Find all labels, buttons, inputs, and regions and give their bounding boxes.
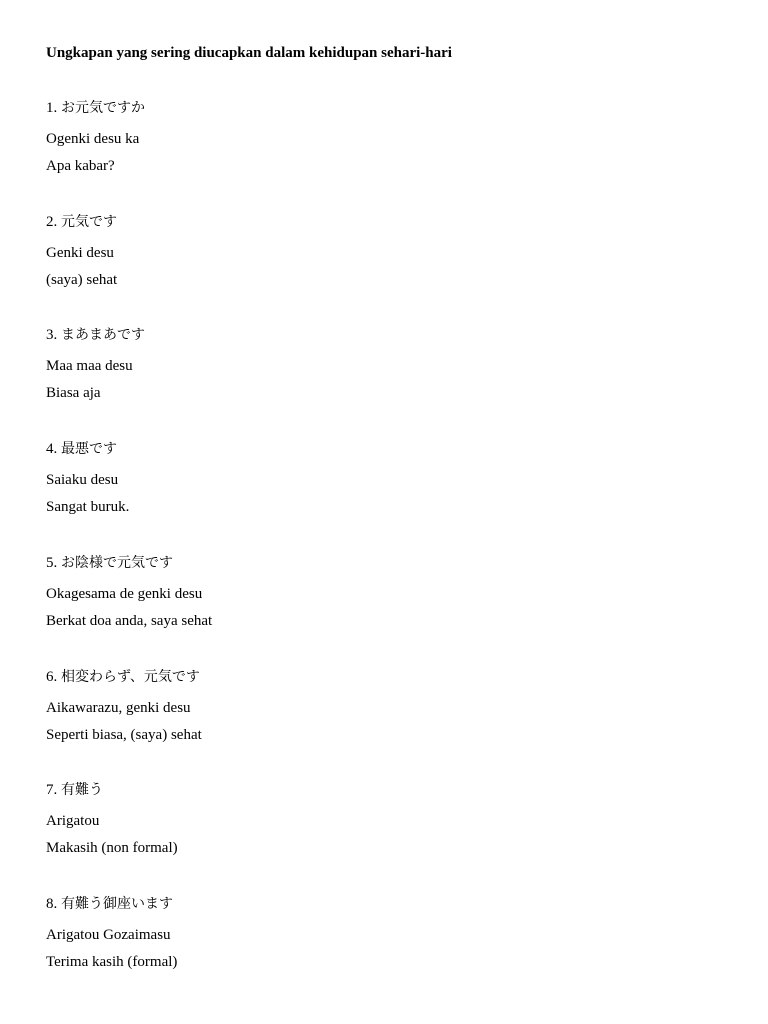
phrase-number: 5.	[46, 555, 58, 571]
phrase-number: 3.	[46, 327, 58, 343]
phrase-number: 4.	[46, 441, 58, 457]
phrase-heading	[46, 553, 173, 573]
phrase-heading	[46, 325, 145, 345]
phrase-japanese: お元気ですか	[61, 100, 145, 116]
phrase-meaning: Apa kabar?	[46, 158, 115, 174]
phrase-meaning: Makasih (non formal)	[46, 840, 178, 856]
phrase-romaji: Genki desu	[46, 245, 114, 261]
phrase-heading	[46, 439, 117, 459]
phrase-number: 2.	[46, 214, 58, 230]
phrase-number: 6.	[46, 669, 58, 685]
phrase-japanese: お陰様で元気です	[61, 555, 173, 571]
phrase-romaji: Arigatou	[46, 813, 100, 829]
phrase-japanese: 元気です	[61, 214, 117, 230]
document-title: Ungkapan yang sering diucapkan dalam kehidupan sehari-hari	[46, 45, 452, 61]
phrase-heading	[46, 212, 117, 232]
phrase-romaji: Maa maa desu	[46, 358, 133, 374]
phrase-heading	[46, 780, 103, 800]
phrase-japanese: 相変わらず、元気です	[61, 669, 200, 685]
phrase-heading	[46, 894, 173, 914]
phrase-meaning: Biasa aja	[46, 385, 101, 401]
phrase-romaji: Okagesama de genki desu	[46, 586, 203, 602]
phrase-number: 1.	[46, 100, 58, 116]
phrase-japanese: まあまあです	[61, 327, 145, 343]
phrase-meaning: Berkat doa anda, saya sehat	[46, 613, 213, 629]
phrase-japanese: 有難う	[61, 782, 103, 798]
phrase-romaji: Arigatou Gozaimasu	[46, 927, 171, 943]
phrase-heading	[46, 98, 145, 118]
phrase-heading	[46, 667, 200, 687]
phrase-romaji: Ogenki desu ka	[46, 131, 140, 147]
phrase-romaji: Saiaku desu	[46, 472, 119, 488]
phrase-japanese: 最悪です	[61, 441, 117, 457]
phrase-meaning: (saya) sehat	[46, 272, 118, 288]
phrase-number: 8.	[46, 896, 58, 912]
phrase-meaning: Sangat buruk.	[46, 499, 130, 515]
phrase-meaning: Terima kasih (formal)	[46, 954, 178, 970]
phrase-number: 7.	[46, 782, 58, 798]
phrase-romaji: Aikawarazu, genki desu	[46, 700, 191, 716]
phrase-japanese: 有難う御座います	[61, 896, 173, 912]
phrase-meaning: Seperti biasa, (saya) sehat	[46, 727, 202, 743]
